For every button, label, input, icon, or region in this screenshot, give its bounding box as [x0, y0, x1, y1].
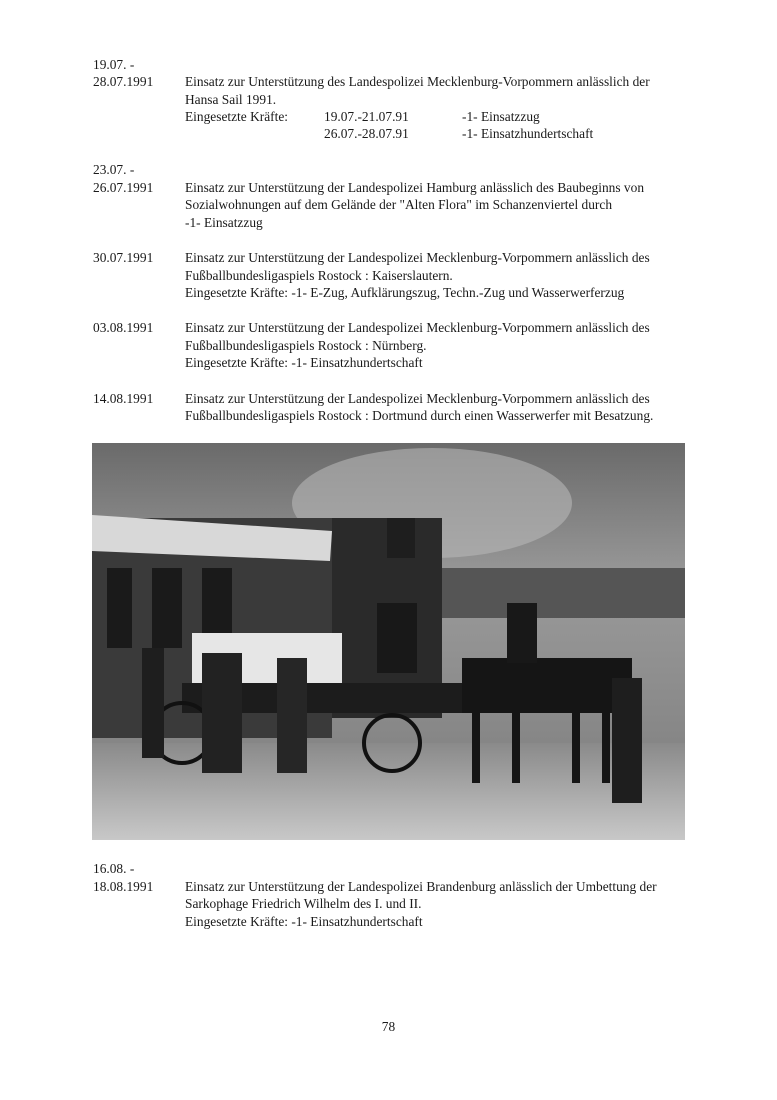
page-number: 78	[381, 1019, 396, 1034]
forces-label: Eingesetzte Kräfte:	[185, 109, 288, 124]
entry-text: Einsatz zur Unterstützung der Landespolizei Brandenburg anlässlich der Umbettung der	[185, 879, 657, 894]
entry-text: Sarkophage Friedrich Wilhelm des I. und II.	[185, 896, 422, 911]
entry-date-end: 18.08.1991	[93, 879, 154, 894]
entry-text: Fußballbundesligaspiels Rostock : Dortmund durch einen Wasserwerfer mit Besatzung.	[185, 408, 654, 423]
entry-date-start: 19.07. -	[93, 57, 135, 72]
forces-period: 26.07.-28.07.91	[324, 126, 409, 141]
entry-date-end: 28.07.1991	[93, 74, 154, 89]
entry-text: Einsatz zur Unterstützung der Landespolizei Hamburg anlässlich des Baubeginns von	[185, 180, 645, 195]
entry-text: Fußballbundesligaspiels Rostock : Kaiserslautern.	[185, 268, 453, 283]
forces-unit: -1- Einsatzzug	[462, 109, 540, 124]
forces-period: 19.07.-21.07.91	[324, 109, 409, 124]
entry-text: Eingesetzte Kräfte: -1- Einsatzhundertschaft	[185, 355, 423, 370]
entry-text: Hansa Sail 1991.	[185, 92, 277, 107]
entry-text: Einsatz zur Unterstützung der Landespolizei Mecklenburg-Vorpommern anlässlich des	[185, 391, 650, 406]
entry-text: Einsatz zur Unterstützung des Landespolizei Mecklenburg-Vorpommern anlässlich der	[185, 74, 650, 89]
forces-unit: -1- Einsatzhundertschaft	[462, 126, 594, 141]
entry-date-end: 03.08.1991	[93, 320, 154, 335]
historical-photo-train-funeral-procession	[92, 443, 685, 840]
entry-date-end: 26.07.1991	[93, 180, 154, 195]
entry-date-end: 14.08.1991	[93, 391, 154, 406]
entry-text: Einsatz zur Unterstützung der Landespolizei Mecklenburg-Vorpommern anlässlich des	[185, 250, 650, 265]
entry-date-start: 16.08. -	[93, 861, 135, 876]
entry-text: Einsatz zur Unterstützung der Landespolizei Mecklenburg-Vorpommern anlässlich des	[185, 320, 650, 335]
entry-date-start: 23.07. -	[93, 162, 135, 177]
entry-text: Fußballbundesligaspiels Rostock : Nürnberg.	[185, 338, 427, 353]
entry-text: -1- Einsatzzug	[185, 215, 263, 230]
entry-date-end: 30.07.1991	[93, 250, 154, 265]
entry-text: Eingesetzte Kräfte: -1- Einsatzhundertschaft	[185, 914, 423, 929]
entry-text: Sozialwohnungen auf dem Gelände der "Alten Flora" im Schanzenviertel durch	[185, 197, 613, 212]
entry-text: Eingesetzte Kräfte: -1- E-Zug, Aufklärungszug, Techn.-Zug und Wasserwerferzug	[185, 285, 625, 300]
